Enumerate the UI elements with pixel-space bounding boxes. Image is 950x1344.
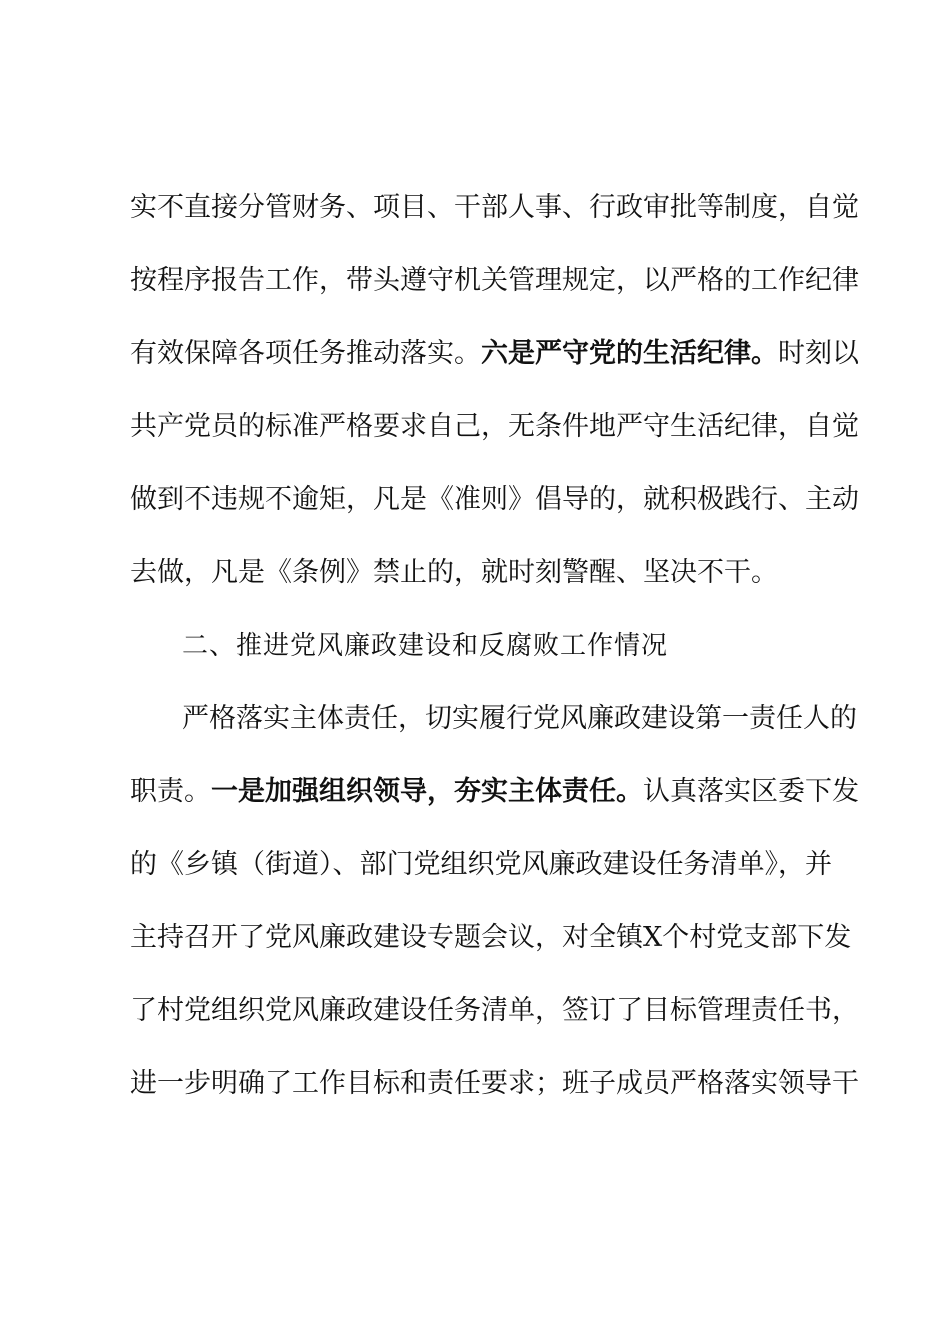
paragraph-line: 按程序报告工作，带头遵守机关管理规定，以严格的工作纪律	[130, 265, 859, 296]
text-run: 认真落实区委下发	[643, 776, 859, 807]
text-run: 时刻以	[778, 338, 859, 369]
bold-key-point: 一是加强组织领导，夯实主体责任。	[211, 776, 643, 807]
bold-key-point: 六是严守党的生活纪律。	[481, 338, 778, 369]
paragraph-line: 实不直接分管财务、项目、干部人事、行政审批等制度，自觉	[130, 192, 859, 223]
text-run: 职责。	[130, 776, 211, 807]
paragraph-line: 主持召开了党风廉政建设专题会议，对全镇X个村党支部下发	[130, 922, 852, 953]
paragraph-line	[130, 774, 859, 810]
section-heading: 二、推进党风廉政建设和反腐败工作情况	[182, 631, 669, 661]
text-run: 有效保障各项任务推动落实。	[130, 338, 481, 369]
paragraph-line: 共产党员的标准严格要求自己，无条件地严守生活纪律，自觉	[130, 411, 859, 442]
paragraph-line: 进一步明确了工作目标和责任要求；班子成员严格落实领导干	[130, 1068, 859, 1099]
paragraph-line: 严格落实主体责任，切实履行党风廉政建设第一责任人的	[182, 703, 857, 734]
paragraph-line: 去做，凡是《条例》禁止的，就时刻警醒、坚决不干。	[130, 557, 778, 588]
paragraph-line	[130, 336, 859, 372]
paragraph-line: 做到不违规不逾矩，凡是《准则》倡导的，就积极践行、主动	[130, 484, 859, 515]
paragraph-line: 的《乡镇（街道）、部门党组织党风廉政建设任务清单》，并	[130, 849, 832, 880]
paragraph-line: 了村党组织党风廉政建设任务清单，签订了目标管理责任书，	[130, 995, 859, 1026]
